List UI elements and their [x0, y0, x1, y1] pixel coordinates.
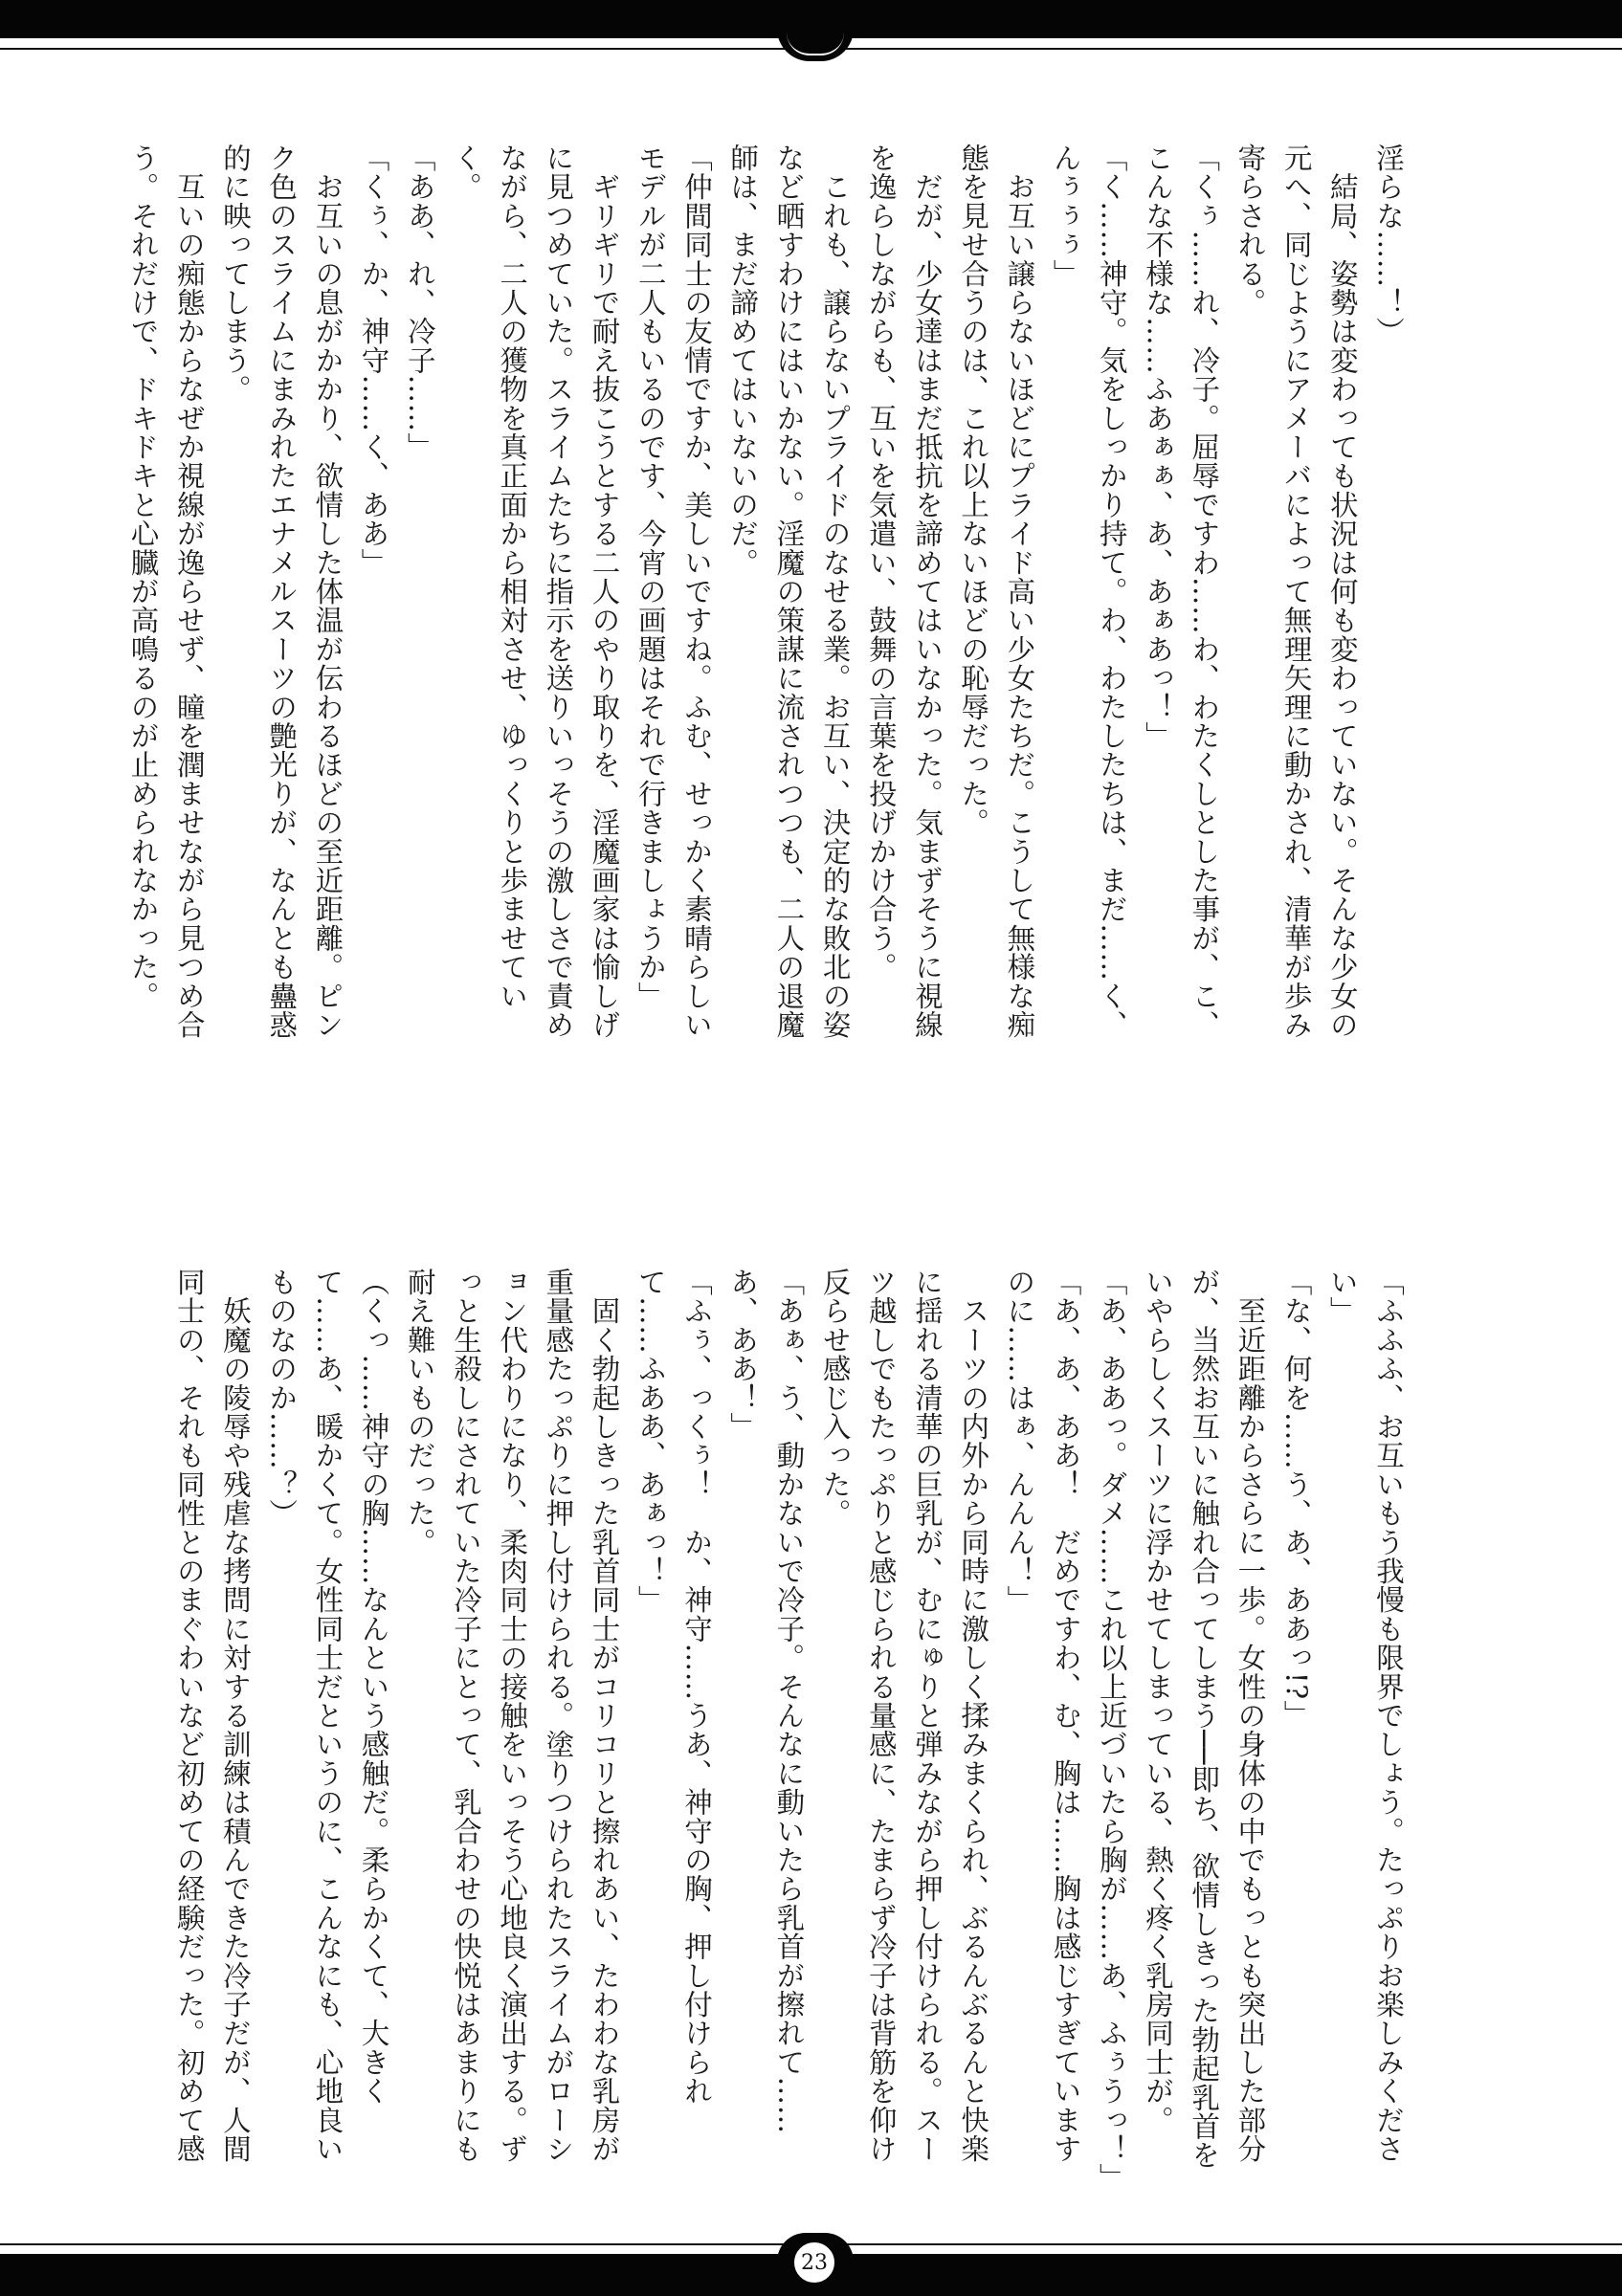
paragraph: お互い譲らないほどにプライド高い少女たちだ。こうして無様な痴態を見せ合うのは、これ以上ないほどの恥辱だった。	[957, 144, 1036, 1040]
paragraph: 「く……神守。気をしっかり持て。わ、わたしたちは、まだ……く、んぅぅぅ」	[1049, 144, 1128, 1040]
page-number: 23	[792, 2241, 836, 2285]
paragraph: 「くぅ……れ、冷子。屈辱ですわ……わ、わたくしとした事が、こ、こんな不様な……ふあぁぁ、あ、あぁあっ！」	[1141, 144, 1221, 1040]
paragraph: 妖魔の陵辱や残虐な拷問に対する訓練は積んできた冷子だが、人間同士の、それも同性とのまぐわいなど初めての経験だった。初めて感	[172, 1268, 252, 2164]
paragraph: お互いの息がかかり、欲情した体温が伝わるほどの至近距離。ピンク色のスライムにまみれたエナメルスーツの艶光りが、なんとも蠱惑的に映ってしまう。	[218, 144, 344, 1040]
upper-text-block	[126, 144, 1411, 1062]
paragraph: 至近距離からさらに一歩。女性の身体の中でもっとも突出した部分が、当然お互いに触れ合ってしまう──即ち、欲情しきった勃起乳首をいやらしくスーツに浮かせてしまっている、熱く疼く乳房同士が。	[1141, 1268, 1267, 2170]
paragraph: ギリギリで耐え抜こうとする二人のやり取りを、淫魔画家は愉しげに見つめていた。スライムたちに指示を送りいっそうの激しさで責めながら、二人の獲物を真正面から相対させ、ゆっくりと歩ませていく。	[449, 144, 621, 1040]
lower-text-block	[172, 1268, 1411, 2193]
paragraph: 固く勃起しきった乳首同士がコリコリと擦れあい、たわわな乳房が重量感たっぷりに押し付けられる。塗りつけられたスライムがローション代わりになり、柔肉同士の接触をいっそう心地良く演出する。ずっと生殺しにされていた冷子にとって、乳合わせの快悦はあまりにも耐え難いものだった。	[403, 1268, 621, 2164]
paragraph: スーツの内外から同時に激しく揉みまくられ、ぶるんぶるんと快楽に揺れる清華の巨乳が、むにゅりと弾みながら押し付けられる。スーツ越しでもたっぷりと感じられる量感に、たまらず冷子は背筋を仰け反らせ感じ入った。	[818, 1268, 990, 2164]
paragraph: だが、少女達はまだ抵抗を諦めてはいなかった。気まずそうに視線を逸らしながらも、互いを気遣い、鼓舞の言葉を投げかけ合う。	[864, 144, 944, 1040]
paragraph: （くっ……神守の胸……なんという感触だ。柔らかくて、大きくて……あ、暖かくて。女性同士だというのに、こんなにも、心地良いものなのか……？）	[265, 1268, 390, 2164]
paragraph: 淫らな……！）	[1372, 144, 1405, 346]
paragraph: 「くぅ、か、神守……く、ああ」	[357, 144, 390, 577]
paragraph: これも、譲らないプライドのなせる業。お互い、決定的な敗北の姿など晒すわけにはいかない。淫魔の策謀に流されつつも、二人の退魔師は、まだ諦めてはいないのだ。	[726, 144, 852, 1040]
paragraph: 「な、何を……う、あ、ああっ!?」	[1279, 1268, 1313, 1730]
paragraph: 「あ、ああっ。ダメ……これ以上近づいたら胸が……あ、ふぅうっ！」	[1095, 1268, 1128, 2193]
paragraph: 「ふぅ、っくぅ！ か、神守……うあ、神守の胸、押し付けられて……ふああ、あぁっ！」	[633, 1268, 713, 2106]
header-ornament	[777, 29, 854, 61]
paragraph: 互いの痴態からなぜか視線が逸らせず、瞳を潤ませながら見つめ合う。それだけで、ドキドキと心臓が高鳴るのが止められなかった。	[126, 144, 206, 1040]
paragraph: 「あぁ、う、動かないで冷子。そんなに動いたら乳首が擦れて……あ、ああ！」	[726, 1268, 806, 2134]
paragraph: 「あ、あ、ああ！ だめですわ、む、胸は……胸は感じすぎていますのに……はぁ、んんん！」	[1003, 1268, 1082, 2164]
paragraph: 「ああ、れ、冷子……」	[403, 144, 436, 462]
paragraph: 結局、姿勢は変わっても状況は何も変わっていない。そんな少女の元へ、同じようにアメーバによって無理矢理に動かされ、清華が歩み寄らされる。	[1233, 144, 1359, 1040]
paragraph: 「仲間同士の友情ですか、美しいですね。ふむ、せっかく素晴らしいモデルが二人もいるのです、今宵の画題はそれで行きましょうか」	[633, 144, 713, 1040]
paragraph: 「ふふふ、お互いもう我慢も限界でしょう。たっぷりお楽しみください」	[1325, 1268, 1405, 2164]
